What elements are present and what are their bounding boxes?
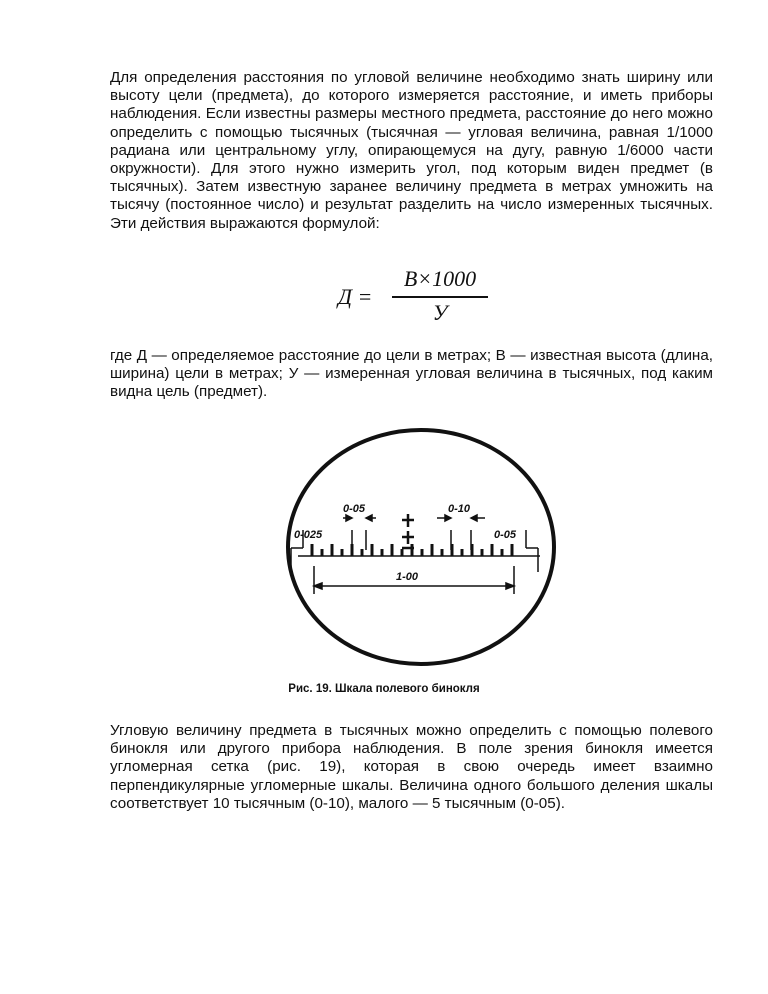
vertical-scale: [402, 514, 414, 548]
label-small-division: 0-05: [343, 503, 366, 515]
intro-paragraph: Для определения расстояния по угловой величине необходимо знать ширину или высоту цели (предмета), до которого измеряется расстояние, и иметь приборы наблюдения. Если известны размеры местного предмета, расстояние до него можно определить с помощью тысячных (тысячная — угловая величина, равная 1/1000 радиана или центральному углу, опирающемуся на дугу, равную 1/6000 части окружности). Для этого нужно измерить угол, под которым виден предмет (в тысячных). Затем известную заранее величину предмета в метрах умножить на тысячу (постоянное число) и результат разделить на число измеренных тысячных. Эти действия выражаются формулой:: [110, 69, 713, 232]
division-markers: [291, 515, 538, 572]
label-left-edge: 0-025: [294, 529, 323, 541]
label-right-edge: 0-05: [494, 529, 517, 541]
binoculars-paragraph: Угловую величину предмета в тысячных можно определить с помощью полевого бинокля или другого прибора наблюдения. В поле зрения бинокля имеется угломерная сетка (рис. 19), которая в свою очередь имеет взаимно перпендикулярные угломерные шкалы. Величина одного большого деления шкалы соответствует 10 тысячным (0-10), малого — 5 тысячным (0-05).: [110, 722, 713, 812]
formula-numerator: B×1000: [403, 266, 477, 291]
formula-legend-paragraph: где Д — определяемое расстояние до цели в метрах; В — известная высота (длина, ширина) цели в метрах; У — измеренная угловая величина в тысячных, под каким видна цель (предмет).: [110, 347, 713, 401]
label-large-division: 0-10: [448, 503, 471, 515]
formula-denominator: У: [432, 300, 448, 325]
field-of-view-circle: [288, 430, 554, 664]
figure-caption: Рис. 19. Шкала полевого бинокля: [288, 683, 480, 695]
formula-lhs: Д =: [338, 284, 373, 309]
label-full-scale: 1-00: [396, 571, 419, 583]
scale-ticks: [312, 544, 512, 556]
